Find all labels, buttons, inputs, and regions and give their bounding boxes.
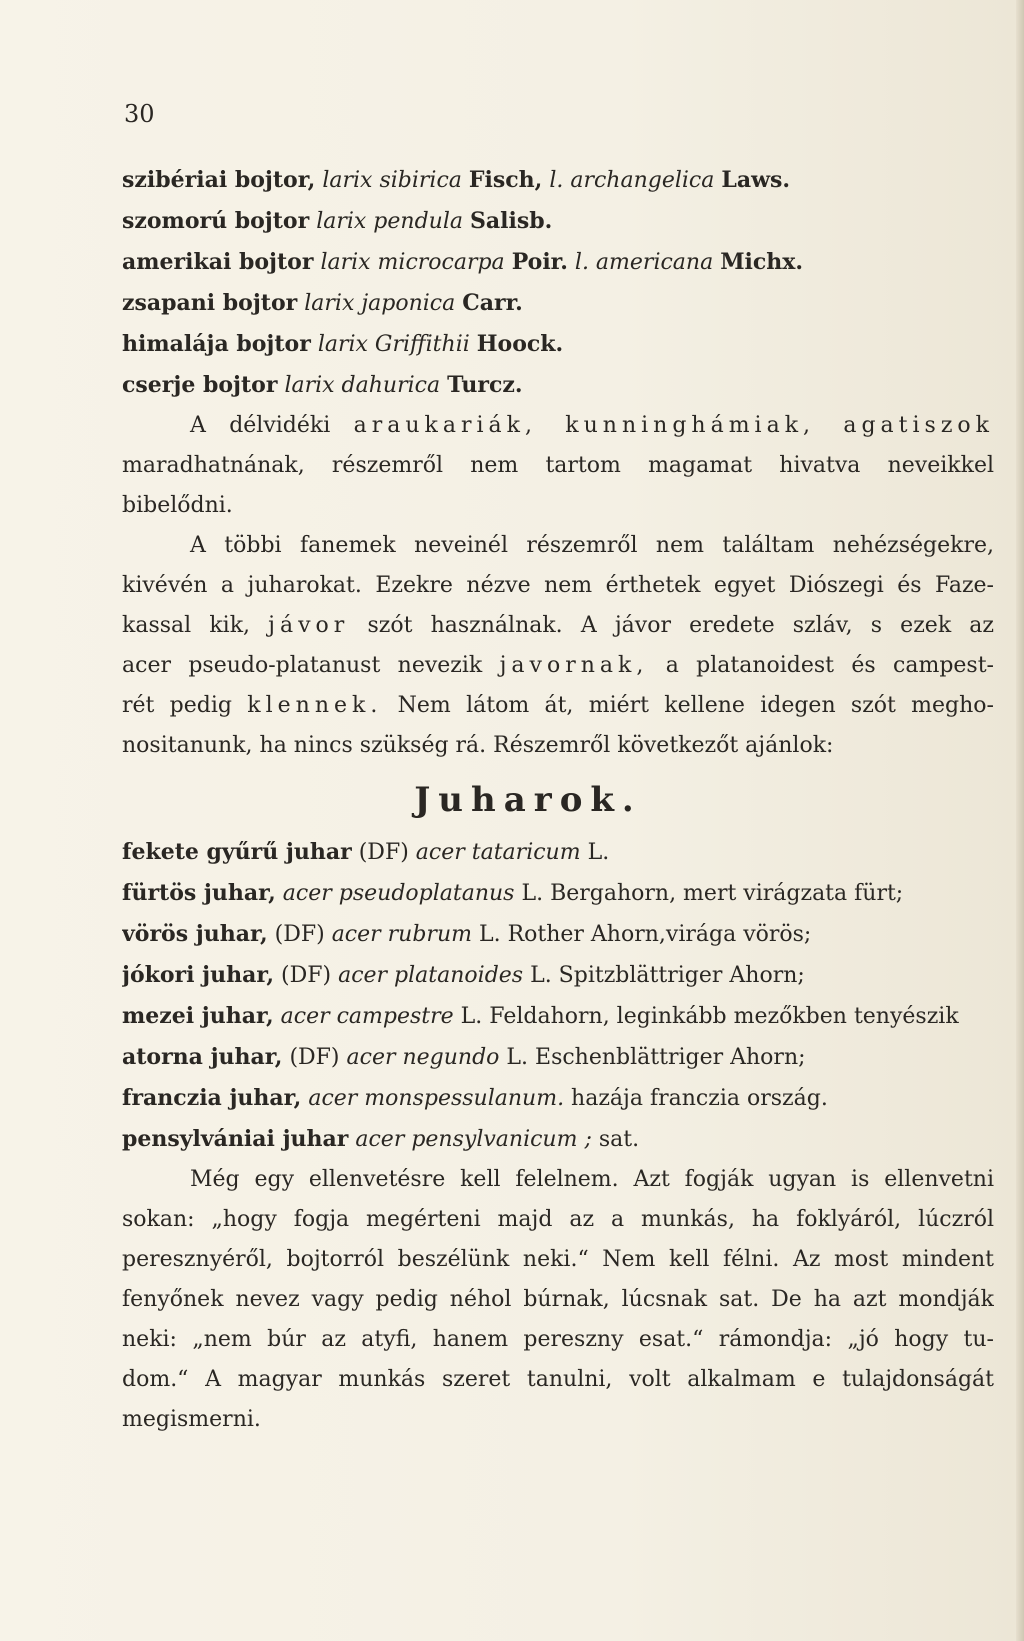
species-line: zsapani bojtor larix japonica Carr. xyxy=(122,290,523,316)
paragraph-line: rét pedig klennek. Nem látom át, miért kellene idegen szót megho- xyxy=(122,693,994,718)
paragraph-line: kivévén a juharokat. Ezekre nézve nem érthetek egyet Diószegi és Faze- xyxy=(122,573,994,598)
species-line: himalája bojtor larix Griffithii Hoock. xyxy=(122,331,564,357)
maple-line: atorna juhar, (DF) acer negundo L. Eschenblättriger Ahorn; xyxy=(122,1044,806,1070)
maple-line: pensylvániai juhar acer pensylvanicum ; sat. xyxy=(122,1126,640,1152)
page-number: 30 xyxy=(124,100,155,128)
maple-line: vörös juhar, (DF) acer rubrum L. Rother Ahorn,virága vörös; xyxy=(122,921,812,947)
paragraph-line: peresznyéről, bojtorról beszélünk neki.“ Nem kell félni. Az most mindent xyxy=(122,1247,994,1272)
species-list xyxy=(122,160,994,406)
maple-line: mezei juhar, acer campestre L. Feldahorn, leginkább mezőkben tenyészik xyxy=(122,1003,959,1029)
paragraph-line: dom.“ A magyar munkás szeret tanulni, volt alkalmam e tulajdonságát xyxy=(122,1367,994,1392)
paragraph-line: A délvidéki araukariák, kunninghámiak, agatiszok xyxy=(190,413,994,438)
paragraph-line: megismerni. xyxy=(122,1407,261,1432)
paragraph-line: Még egy ellenvetésre kell felelnem. Azt fogják ugyan is ellenvetni xyxy=(190,1167,994,1192)
paragraph-line: nositanunk, ha nincs szükség rá. Részemről következőt ajánlok: xyxy=(122,733,834,758)
paragraph-line: kassal kik, jávor szót használnak. A jávor eredete szláv, s ezek az xyxy=(122,613,994,638)
maple-line: fekete gyűrű juhar (DF) acer tataricum L. xyxy=(122,839,610,865)
page-body xyxy=(122,160,994,1440)
maple-line: fürtös juhar, acer pseudoplatanus L. Bergahorn, mert virágzata fürt; xyxy=(122,880,904,906)
paragraph-line: maradhatnának, részemről nem tartom magamat hivatva neveikkel xyxy=(122,453,994,478)
page-edge xyxy=(1016,0,1024,1641)
paragraph-line: sokan: „hogy fogja megérteni majd az a munkás, ha foklyáról, lúczról xyxy=(122,1207,994,1232)
paragraph-line: A többi fanemek neveinél részemről nem találtam nehézségekre, xyxy=(190,533,994,558)
species-line: szibériai bojtor, larix sibirica Fisch, l. archangelica Laws. xyxy=(122,167,791,193)
maple-list xyxy=(122,832,994,1160)
paragraph-line: fenyőnek nevez vagy pedig néhol búrnak, lúcsnak sat. De ha azt mondják xyxy=(122,1287,994,1312)
maple-line: jókori juhar, (DF) acer platanoides L. Spitzblättriger Ahorn; xyxy=(122,962,805,988)
paragraph-line: bibelődni. xyxy=(122,493,233,518)
species-line: szomorú bojtor larix pendula Salisb. xyxy=(122,208,553,234)
paragraph-line: neki: „nem búr az atyfi, hanem pereszny esat.“ rámondja: „jó hogy tu- xyxy=(122,1327,994,1352)
closing-paragraph xyxy=(122,1160,994,1440)
species-line: cserje bojtor larix dahurica Turcz. xyxy=(122,372,523,398)
maple-line: franczia juhar, acer monspessulanum. hazája franczia ország. xyxy=(122,1085,828,1111)
species-line: amerikai bojtor larix microcarpa Poir. l. americana Michx. xyxy=(122,249,804,275)
paragraph-line: acer pseudo-platanust nevezik javornak, a platanoidest és campest- xyxy=(122,653,994,678)
section-heading: Juharok. xyxy=(414,780,642,820)
